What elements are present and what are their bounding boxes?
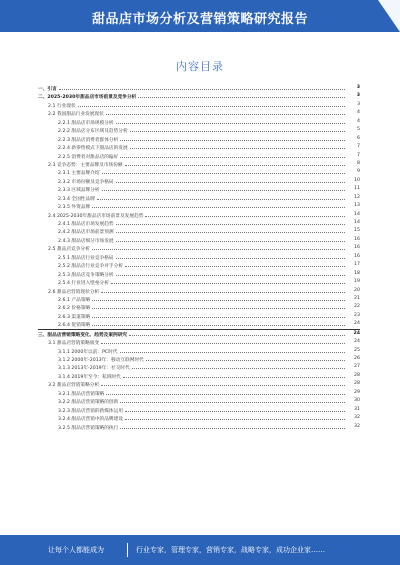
toc-entry[interactable] [38, 152, 360, 160]
toc-entry[interactable] [38, 194, 360, 202]
toc-entry[interactable] [38, 261, 360, 269]
toc-entry-page: 7 [357, 152, 360, 158]
toc-dot-leader [130, 143, 345, 149]
toc-entry-label: 3.2 甜品店营销策略分析 [48, 382, 100, 390]
toc-entry-label: 2.5.1 甜品店行业竞争格局 [58, 255, 115, 263]
toc-entry-label: 2.4 2025-2030年甜品店市场前景及发展趋势 [48, 213, 144, 221]
toc-entry[interactable] [38, 126, 360, 134]
toc-dot-leader [116, 253, 345, 259]
toc-entry[interactable] [38, 253, 360, 261]
toc-entry[interactable] [38, 135, 360, 143]
toc-entry-label: 2.3.4 全国性品牌 [58, 196, 96, 204]
toc-entry-label: 2.4.3 甜品店细分市场发展 [58, 238, 115, 246]
toc-entry[interactable] [38, 320, 360, 328]
toc-entry-label: 3.2.1 甜品店营销策略 [58, 391, 105, 399]
toc-entry-label: 3.2.5 甜品店营销策略的执行 [58, 425, 119, 433]
toc-entry[interactable] [38, 236, 360, 244]
toc-entry-label: 2.3.1 主要品牌介绍 [58, 170, 101, 178]
toc-entry-label: 2.2 我国甜品行业发展现状 [48, 111, 105, 119]
toc-entry-label: 2.2.3 甜品店消费者群体分析 [58, 137, 119, 145]
toc-dot-leader [92, 202, 345, 208]
toc-entry-label: 2.2.4 新零售模式下甜品店的发展 [58, 145, 129, 153]
toc-dot-leader [129, 330, 345, 336]
toc-entry-label: 2.1 行业现状 [48, 103, 77, 111]
toc-entry-line [58, 423, 346, 433]
toc-entry-page: 18 [354, 270, 360, 276]
toc-entry[interactable] [38, 185, 360, 193]
toc-entry-label: 2.5.4 行业进入壁垒分析 [58, 280, 110, 288]
toc-entry-label: 2.4.2 甜品店市场前景预测 [58, 229, 115, 237]
toc-entry-page: 32 [354, 423, 360, 429]
toc-entry-page: 29 [354, 389, 360, 395]
toc-dot-leader [59, 84, 345, 90]
toc-dot-leader [101, 380, 345, 386]
toc-entry-page: 31 [354, 406, 360, 412]
toc-dot-leader [111, 278, 345, 284]
toc-entry-label: 一、引言 [38, 86, 58, 94]
footer-divider [127, 543, 128, 557]
toc-entry-label: 2.6.2 价格策略 [58, 305, 91, 313]
toc-entry-label: 2.3.5 外资品牌 [58, 204, 91, 212]
toc-dot-leader [101, 287, 345, 293]
toc-dot-leader [106, 389, 345, 395]
toc-entry[interactable] [38, 92, 360, 100]
toc-entry[interactable] [38, 372, 360, 380]
toc-entry-label: 3.2.2 甜品店营销策略的创新 [58, 399, 119, 407]
toc-dot-leader [92, 312, 345, 318]
toc-dot-leader [92, 295, 345, 301]
toc-entry-page: 5 [357, 127, 360, 133]
toc-entry-label: 2.3 竞争态势：主要品牌及市场份额 [48, 162, 124, 170]
toc-dot-leader [78, 101, 345, 107]
toc-entry-label: 2.2.1 甜品店市场规模分析 [58, 120, 115, 128]
toc-dot-leader [116, 118, 345, 124]
toc-dot-leader [106, 109, 345, 115]
toc-entry-label: 3.1.2 2000年-2013年：移动互联网时代 [58, 357, 145, 365]
toc-entry-label: 2.3.2 市场份额及竞争格局 [58, 179, 115, 187]
toc-entry-label: 2.5.3 甜品店竞争策略分析 [58, 272, 115, 280]
toc-entry-page: 13 [354, 203, 360, 209]
toc-entry-page: 14 [354, 211, 360, 217]
toc-heading: 内容目录 [176, 60, 224, 73]
toc-entry[interactable] [38, 177, 360, 185]
toc-entry[interactable] [38, 355, 360, 363]
toc-dot-leader [138, 92, 345, 98]
report-header [0, 0, 400, 32]
toc-entry[interactable] [38, 380, 360, 388]
report-footer [0, 535, 400, 565]
toc-entry-page: 16 [354, 236, 360, 242]
toc-entry-page: 14 [354, 220, 360, 225]
toc-entry[interactable] [38, 109, 360, 117]
toc-entry[interactable] [38, 202, 360, 210]
toc-entry[interactable] [38, 312, 360, 320]
toc-entry-page: 19 [354, 279, 360, 285]
toc-entry[interactable] [38, 363, 360, 371]
toc-dot-leader [116, 236, 345, 242]
toc-dot-leader [125, 160, 345, 166]
report-title: 甜品店市场分析及营销策略研究报告 [91, 12, 308, 27]
toc-dot-leader [116, 177, 345, 183]
toc-entry-label: 3.2.4 甜品店营销中的品牌建设 [58, 416, 124, 424]
toc-dot-leader [92, 303, 345, 309]
toc-entry[interactable] [38, 338, 360, 346]
toc-entry-label: 2.6.4 促销策略 [58, 322, 91, 330]
toc-entry-page: 22 [354, 304, 360, 310]
toc-dot-leader [101, 338, 345, 344]
toc-entry-label: 三、甜品店营销策略变化、趋势及案例研究 [38, 332, 128, 340]
toc-entry-page: 3 [357, 101, 360, 107]
toc-entry-label: 2.5 甜品店竞争分析 [48, 246, 91, 254]
toc-dot-leader [125, 261, 345, 267]
toc-dot-leader [116, 270, 345, 276]
toc-dot-leader [125, 406, 345, 412]
toc-entry[interactable] [38, 118, 360, 126]
toc-entry[interactable] [38, 414, 360, 422]
toc-dot-leader [132, 363, 345, 369]
toc-entry-page: 4 [357, 110, 360, 116]
toc-entry[interactable] [38, 101, 360, 109]
toc-entry-page: 26 [354, 356, 360, 361]
toc-entry-page: 27 [354, 364, 360, 370]
footer-slogan: 让每个人都能成为 [48, 546, 104, 554]
toc-entry-page: 3 [356, 93, 360, 99]
toc-entry[interactable] [38, 211, 360, 219]
toc-entry-page: 28 [354, 372, 360, 378]
toc-dot-leader [123, 372, 345, 378]
toc-entry-label: 3.1.1 2000年以前：PC时代 [58, 349, 119, 357]
toc-entry-page: 17 [354, 262, 360, 268]
toc-entry-page: 16 [354, 253, 360, 259]
toc-entry-page: 12 [354, 194, 360, 200]
toc-entry-page: 20 [354, 287, 360, 293]
toc-list [38, 84, 360, 431]
toc-entry[interactable] [38, 287, 360, 295]
toc-entry[interactable] [38, 278, 360, 286]
toc-entry-label: 2.4.1 甜品店市场发展趋势 [58, 221, 115, 229]
toc-entry-page: 24 [354, 321, 360, 327]
toc-dot-leader [120, 347, 345, 353]
toc-entry[interactable] [38, 244, 360, 252]
toc-entry-page: 25 [354, 347, 360, 353]
toc-dot-leader [116, 227, 345, 233]
toc-dot-leader [130, 126, 345, 132]
toc-entry-label: 3.1 甜品店营销策略演变 [48, 340, 100, 348]
toc-page [24, 32, 376, 535]
toc-entry-page: 4 [357, 118, 360, 124]
toc-entry-label: 2.6.1 产品策略 [58, 297, 91, 305]
toc-dot-leader [125, 414, 345, 420]
toc-entry-label: 2.6.3 渠道策略 [58, 314, 91, 322]
toc-dot-leader [97, 194, 345, 200]
toc-entry-label: 2.5.2 甜品店行业竞争对手分析 [58, 263, 124, 271]
toc-entry-label: 3.1.4 2019年至今：私域时代 [58, 374, 122, 382]
toc-entry[interactable] [38, 397, 360, 405]
toc-entry[interactable] [38, 219, 360, 227]
toc-entry-page: 28 [354, 381, 360, 387]
toc-dot-leader [120, 397, 345, 403]
toc-dot-leader [120, 135, 345, 141]
toc-dot-leader [120, 152, 345, 158]
toc-entry-page: 10 [354, 177, 360, 183]
toc-entry-page: 3 [356, 85, 360, 90]
toc-entry-page: 21 [354, 295, 360, 301]
toc-dot-leader [102, 168, 345, 174]
toc-entry[interactable] [38, 295, 360, 303]
toc-entry[interactable] [38, 423, 360, 431]
toc-entry-page: 7 [357, 144, 360, 150]
toc-entry-page: 15 [354, 228, 360, 234]
toc-entry-label: 2.3.3 区域品牌分析 [58, 187, 101, 195]
toc-entry[interactable] [38, 303, 360, 311]
toc-entry-page: 24 [353, 330, 360, 336]
toc-dot-leader [146, 355, 345, 361]
toc-entry-page: 8 [357, 160, 360, 166]
toc-dot-leader [145, 211, 345, 217]
toc-dot-leader [102, 185, 345, 191]
toc-dot-leader [92, 244, 345, 250]
toc-dot-leader [120, 423, 345, 429]
toc-entry-label: 2.6 甜品店营销现状分析 [48, 289, 100, 297]
toc-entry[interactable] [38, 160, 360, 168]
header-corner-fold [378, 0, 400, 32]
toc-entry-page: 16 [354, 245, 360, 251]
toc-entry[interactable] [38, 406, 360, 414]
toc-dot-leader [92, 320, 345, 326]
toc-entry-label: 3.2.3 甜品店营销的新媒体运用 [58, 408, 124, 416]
toc-entry-label: 3.1.3 2013年-2019年：社交时代 [58, 365, 131, 373]
toc-entry-label: 2.2.2 甜品店分布区域及趋势分析 [58, 128, 129, 136]
toc-entry[interactable] [38, 389, 360, 397]
toc-entry-page: 30 [354, 398, 360, 404]
toc-entry-page: 9 [357, 169, 360, 175]
toc-entry-page: 23 [354, 312, 360, 318]
toc-entry[interactable] [38, 168, 360, 176]
toc-entry-label: 2.2.5 消费者对甜品店的偏好 [58, 154, 119, 162]
toc-entry-page: 6 [357, 135, 360, 141]
toc-entry[interactable] [38, 347, 360, 355]
toc-dot-leader [116, 219, 345, 225]
toc-entry-label: 二、2025-2030年甜品店市场前景及竞争分析 [38, 94, 137, 102]
footer-roles: 行业专家，管理专家，营销专家，战略专家，成功企业家…… [136, 546, 325, 554]
toc-entry[interactable] [38, 227, 360, 235]
toc-entry-page: 11 [354, 186, 360, 192]
toc-entry-page: 32 [354, 415, 360, 421]
toc-entry[interactable] [38, 84, 360, 92]
toc-entry[interactable] [38, 270, 360, 278]
toc-entry[interactable] [38, 329, 360, 338]
toc-entry[interactable] [38, 143, 360, 151]
toc-entry-page: 24 [354, 339, 360, 345]
